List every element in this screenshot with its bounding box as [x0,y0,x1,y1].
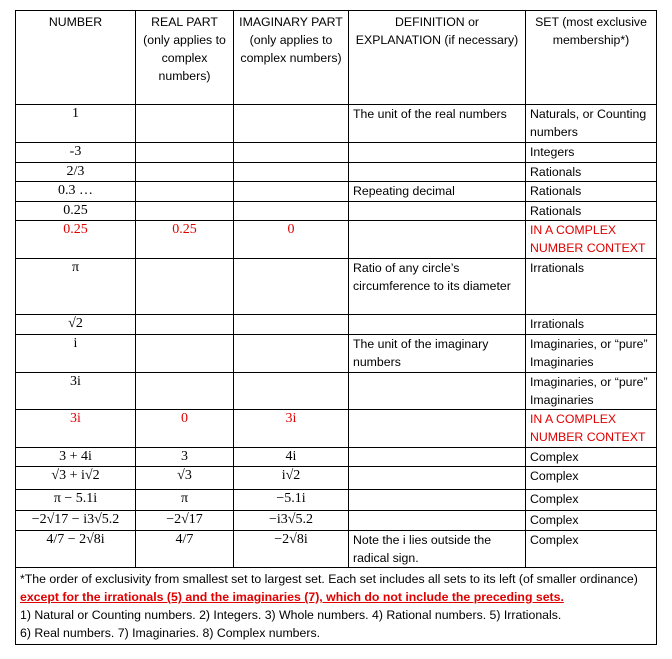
header-imaginary-part: IMAGINARY PART (only applies to complex numbers) [234,11,349,105]
cell-def [349,202,526,221]
cell-set: Imaginaries, or “pure” Imaginaries [526,335,657,373]
cell-imag: 4i [234,448,349,467]
cell-imag [234,105,349,143]
cell-set: Irrationals [526,315,657,335]
cell-real: 4/7 [136,531,234,568]
cell-number: 1 [16,105,136,143]
footnote-line3: 6) Real numbers. 7) Imaginaries. 8) Complex numbers. [20,626,321,640]
number-sets-table [15,10,657,645]
table-row [16,373,657,410]
cell-set: Rationals [526,163,657,182]
cell-imag: 0 [234,221,349,259]
cell-def: The unit of the real numbers [349,105,526,143]
cell-imag [234,315,349,335]
cell-real: 0.25 [136,221,234,259]
cell-imag: −i3√5.2 [234,511,349,531]
cell-imag: −2√8i [234,531,349,568]
cell-set: Integers [526,143,657,163]
cell-real [136,202,234,221]
cell-set: IN A COMPLEX NUMBER CONTEXT [526,410,657,448]
table-row [16,105,657,143]
footnote-row [16,568,657,645]
cell-number: π − 5.1i [16,490,136,511]
table-row [16,182,657,202]
cell-number: √3 + i√2 [16,467,136,490]
footnote-emphasis: except for the irrationals (5) and the imaginaries (7), which do not include the preceding sets. [20,590,564,604]
cell-set: IN A COMPLEX NUMBER CONTEXT [526,221,657,259]
cell-def [349,511,526,531]
table-row [16,335,657,373]
table-row [16,163,657,182]
cell-number: 3 + 4i [16,448,136,467]
cell-def [349,373,526,410]
table-row [16,410,657,448]
cell-number: i [16,335,136,373]
cell-number: 4/7 − 2√8i [16,531,136,568]
cell-def [349,467,526,490]
cell-set: Rationals [526,202,657,221]
footnote [16,568,657,645]
table-row [16,490,657,511]
cell-real [136,143,234,163]
cell-number: 0.25 [16,202,136,221]
cell-real [136,163,234,182]
cell-imag [234,182,349,202]
cell-real: 0 [136,410,234,448]
header-set: SET (most exclusive membership*) [526,11,657,105]
cell-real: 3 [136,448,234,467]
table-row [16,315,657,335]
cell-real [136,335,234,373]
cell-set: Rationals [526,182,657,202]
cell-real [136,373,234,410]
cell-imag [234,335,349,373]
cell-def [349,490,526,511]
cell-set: Complex [526,531,657,568]
table-row [16,511,657,531]
cell-number: −2√17 − i3√5.2 [16,511,136,531]
table-row [16,467,657,490]
cell-set: Complex [526,511,657,531]
table-row [16,448,657,467]
cell-imag: −5.1i [234,490,349,511]
cell-real: π [136,490,234,511]
cell-number: √2 [16,315,136,335]
cell-number: 0.25 [16,221,136,259]
cell-imag [234,143,349,163]
cell-def [349,221,526,259]
table-row [16,531,657,568]
table-body [16,105,657,568]
table-row [16,259,657,315]
cell-imag [234,373,349,410]
cell-real [136,105,234,143]
cell-def [349,448,526,467]
cell-def: Repeating decimal [349,182,526,202]
cell-set: Complex [526,467,657,490]
cell-real [136,182,234,202]
header-real-part: REAL PART (only applies to complex numbers) [136,11,234,105]
cell-def [349,143,526,163]
cell-imag: i√2 [234,467,349,490]
cell-number: 2/3 [16,163,136,182]
cell-real [136,315,234,335]
cell-imag: 3i [234,410,349,448]
cell-number: 3i [16,410,136,448]
header-definition: DEFINITION or EXPLANATION (if necessary) [349,11,526,105]
cell-set: Complex [526,448,657,467]
cell-number: 3i [16,373,136,410]
cell-imag [234,202,349,221]
cell-number: π [16,259,136,315]
cell-real [136,259,234,315]
cell-def [349,315,526,335]
header-number: NUMBER [16,11,136,105]
cell-set: Naturals, or Counting numbers [526,105,657,143]
cell-set: Imaginaries, or “pure” Imaginaries [526,373,657,410]
footnote-line1: *The order of exclusivity from smallest set to largest set. Each set includes all sets to its left (of smaller ordinance) [20,572,638,586]
footnote-line2: 1) Natural or Counting numbers. 2) Integers. 3) Whole numbers. 4) Rational numbers. 5) Irrationals. [20,608,562,622]
cell-set: Complex [526,490,657,511]
cell-imag [234,163,349,182]
table-row [16,221,657,259]
cell-def [349,163,526,182]
cell-number: 0.3 … [16,182,136,202]
cell-real: −2√17 [136,511,234,531]
cell-def: Note the i lies outside the radical sign. [349,531,526,568]
cell-def: The unit of the imaginary numbers [349,335,526,373]
table-row [16,143,657,163]
header-row [16,11,657,105]
cell-set: Irrationals [526,259,657,315]
cell-def: Ratio of any circle’s circumference to its diameter [349,259,526,315]
cell-imag [234,259,349,315]
cell-number: -3 [16,143,136,163]
table-row [16,202,657,221]
cell-def [349,410,526,448]
cell-real: √3 [136,467,234,490]
